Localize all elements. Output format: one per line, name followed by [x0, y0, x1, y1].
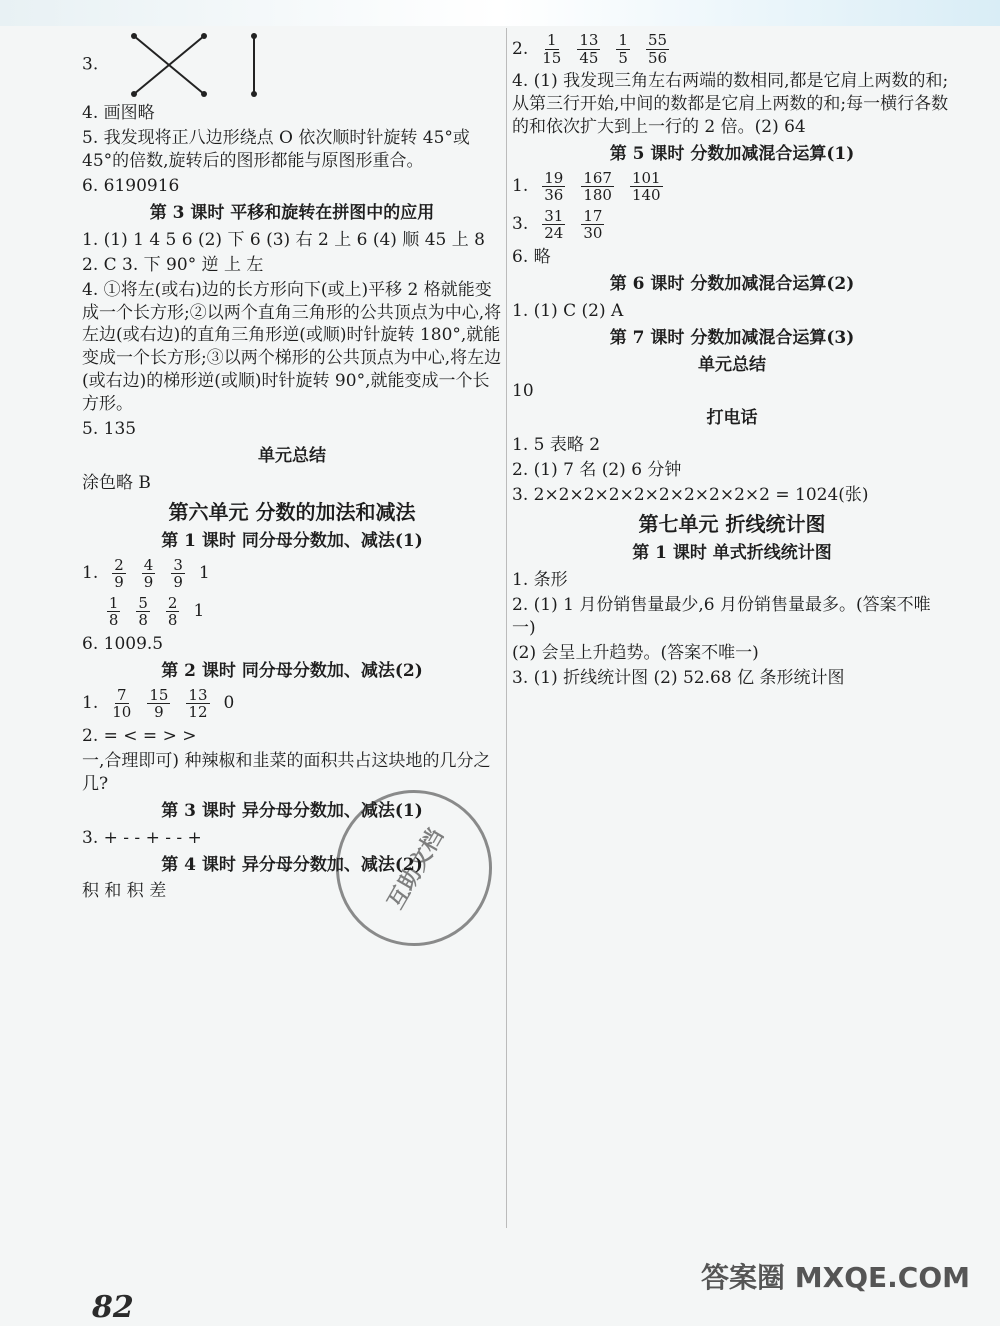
fraction-row: 1. 19 36 167 180 101 140 [512, 168, 661, 205]
section-heading: 第 7 课时 分数加减混合运算(3) [609, 327, 855, 348]
answer-line: 5. 我发现将正八边形绕点 O 依次顺时针旋转 45°或 45°的倍数,旋转后的图形都能与原图形重合。 [82, 127, 470, 171]
left-column [82, 28, 502, 905]
fraction: 55 56 [647, 31, 668, 67]
answer-line: 2. (1) 1 月份销售量最少,6 月份销售量最多。(答案不唯一) [512, 595, 931, 638]
stamp-mark: 互助文档 [307, 761, 520, 974]
section-heading: 第 2 课时 同分母分数加、减法(2) [161, 660, 423, 681]
section-heading: 单元总结 [698, 354, 766, 375]
section-heading: 第 3 课时 异分母分数加、减法(1) [161, 800, 423, 821]
answer-line: 6. 6190916 [82, 175, 180, 196]
right-column [512, 28, 952, 692]
answer-line: 2. C 3. 下 90° 逆 上 左 [82, 254, 264, 275]
answer-line: 一,合理即可) 种辣椒和韭菜的面积共占这块地的几分之几? [82, 750, 491, 794]
section-heading: 第 1 课时 同分母分数加、减法(1) [161, 531, 423, 551]
section-heading: 第 5 课时 分数加减混合运算(1) [609, 143, 855, 164]
fraction: 5 8 [138, 593, 148, 630]
fraction: 7 10 [112, 685, 132, 722]
answer-line: 10 [512, 381, 534, 402]
fraction-row: 1. 2 9 4 9 3 9 1 [82, 555, 210, 592]
answer-line: 1. 条形 [512, 570, 568, 591]
section-heading: 第 1 课时 单式折线统计图 [632, 543, 832, 564]
answer-line: 6. 略 [512, 246, 551, 267]
fraction: 1 5 [618, 31, 628, 67]
fraction: 3 9 [173, 555, 183, 592]
answer-line: 2. = < = > > [82, 725, 197, 746]
fraction-row: 1 8 5 8 2 8 1 [108, 593, 205, 630]
fraction: 31 24 [544, 206, 564, 243]
answer-line: 4. ①将左(或右)边的长方形向下(或上)平移 2 格就能变成一个长方形;②以两个直角三角形的公共顶点为中心,将左边(或右边)的直角三角形逆(或顺)时针旋转 180°,就能变成一个长方形;③以两个梯形的公共顶点为中心,将左边(或右边)的梯形逆(或顺)时针旋转 90°,就能变成一个长方形。 [82, 279, 502, 415]
answer-line: 积 和 积 差 [82, 881, 167, 902]
page-number: 82 [92, 1290, 134, 1325]
section-heading: 第 4 课时 异分母分数加、减法(2) [161, 854, 423, 875]
answer-line: 1. (1) C (2) A [512, 300, 624, 321]
fraction: 167 180 [583, 168, 612, 205]
answer-line: (2) 会呈上升趋势。(答案不唯一) [512, 642, 759, 663]
answer-line: 1. 5 表略 2 [512, 435, 601, 456]
answer-line: 3. 2×2×2×2×2×2×2×2×2×2 = 1024(张) [512, 485, 869, 506]
fraction: 13 45 [579, 31, 599, 67]
fraction: 15 9 [149, 685, 169, 722]
top-band [0, 0, 1000, 26]
fraction: 2 9 [114, 555, 124, 592]
answer-line: 3. (1) 折线统计图 (2) 52.68 亿 条形统计图 [512, 667, 845, 688]
section-heading: 第 3 课时 平移和旋转在拼图中的应用 [149, 202, 435, 223]
fraction-row: 1. 7 10 15 9 13 12 0 [82, 685, 235, 722]
fraction: 13 12 [188, 685, 208, 722]
answer-line: 1. (1) 1 4 5 6 (2) 下 6 (3) 右 2 上 6 (4) 顺 45 上 8 [82, 229, 485, 250]
answer-line: 4. (1) 我发现三角左右两端的数相同,都是它肩上两数的和;从第三行开始,中间的数都是它肩上两数的和;每一横行各数的和依次扩大到上一行的 2 倍。(2) 64 [512, 71, 949, 137]
column-divider [506, 28, 507, 1228]
unit-heading: 第七单元 折线统计图 [638, 512, 826, 537]
fraction: 1 15 [542, 31, 562, 67]
fraction: 4 9 [143, 555, 154, 592]
answer-line: 6. 1009.5 [82, 633, 164, 654]
answer-line: 4. 画图略 [82, 103, 155, 123]
answer-line: 涂色略 B [82, 473, 151, 494]
fraction: 101 140 [631, 168, 661, 205]
section-heading: 第 6 课时 分数加减混合运算(2) [609, 273, 855, 294]
section-heading: 单元总结 [258, 446, 326, 467]
answer-line: 2. (1) 7 名 (2) 6 分钟 [512, 460, 682, 481]
unit-heading: 第六单元 分数的加法和减法 [168, 500, 416, 524]
answer-line: 3. [82, 30, 502, 100]
fraction: 19 36 [544, 168, 564, 205]
cross-line-figure [114, 30, 274, 100]
fraction-row: 2. 1 15 13 45 1 5 55 56 [512, 31, 668, 67]
section-heading: 打电话 [706, 408, 758, 429]
answer-line: 5. 135 [82, 419, 137, 440]
answer-line: 3. + - - + - - + [82, 827, 202, 848]
fraction-row: 3. 31 24 17 30 [512, 206, 603, 243]
fraction: 17 30 [583, 206, 603, 243]
fraction: 2 8 [167, 593, 178, 630]
watermark-logo: 答案圈 MXQE.COM [701, 1261, 970, 1294]
fraction: 1 8 [108, 593, 119, 630]
